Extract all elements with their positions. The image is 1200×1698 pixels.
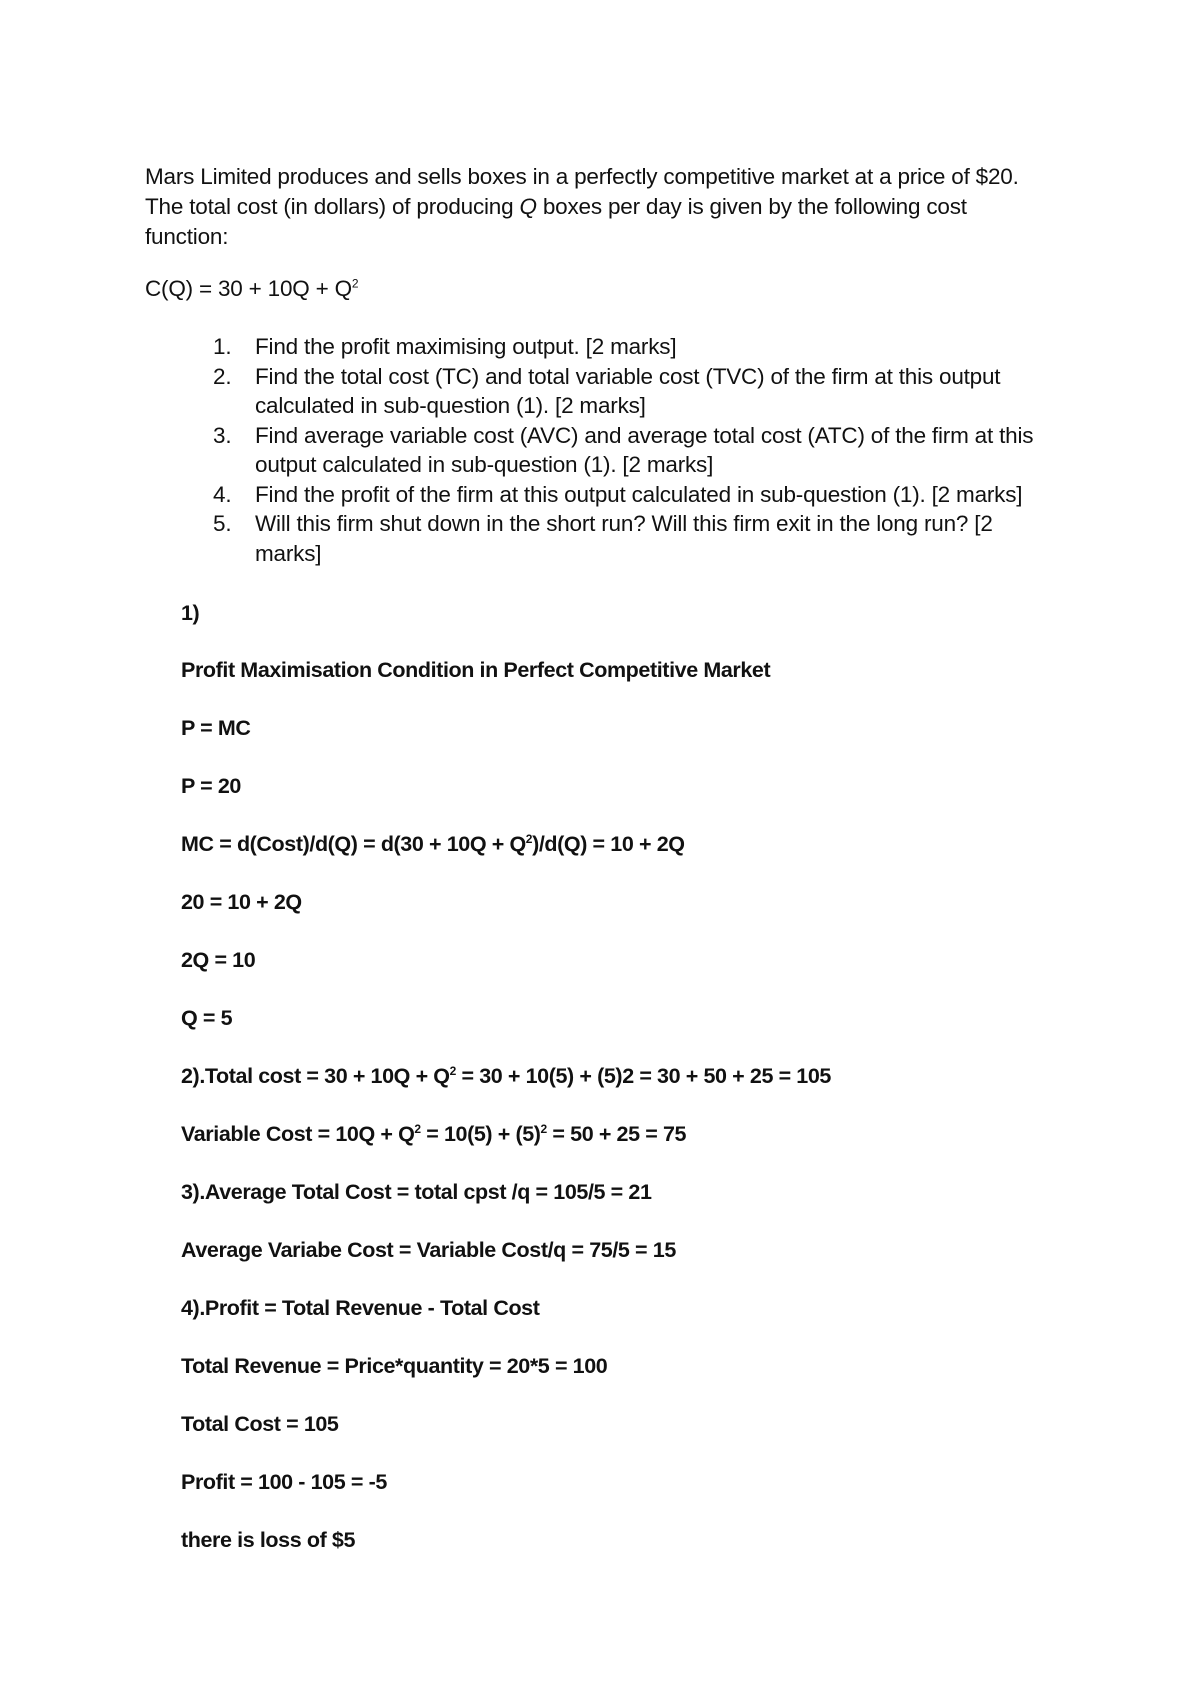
variable-q: Q bbox=[519, 194, 537, 219]
answer-line: 2Q = 10 bbox=[181, 948, 256, 972]
question-item bbox=[213, 480, 1063, 510]
question-item bbox=[213, 362, 1063, 421]
question-list bbox=[213, 332, 1063, 568]
answer-text: 2).Total cost = 30 + 10Q + Q bbox=[181, 1064, 450, 1088]
answer-2-total-cost bbox=[181, 1062, 831, 1090]
formula-exponent: 2 bbox=[351, 276, 359, 291]
answer-line: P = MC bbox=[181, 716, 251, 740]
answer-exponent: 2 bbox=[449, 1063, 456, 1078]
answer-exponent: 2 bbox=[525, 831, 533, 846]
answer-exponent: 2 bbox=[414, 1121, 421, 1136]
question-text: Will this firm shut down in the short run? Will this firm exit in the long run? [2 marks] bbox=[255, 511, 993, 566]
answer-1-title: Profit Maximisation Condition in Perfect Competitive Market bbox=[181, 658, 771, 682]
question-item bbox=[213, 332, 1063, 362]
answer-text: = 30 + 10(5) + (5)2 = 30 + 50 + 25 = 105 bbox=[455, 1064, 831, 1088]
question-text: Find the total cost (TC) and total variable cost (TVC) of the firm at this output calculated in sub-question (1). [2 marks] bbox=[255, 363, 1001, 418]
question-text: Find the profit of the firm at this output calculated in sub-question (1). [2 marks] bbox=[255, 481, 1023, 507]
answer-1-heading: 1) bbox=[181, 601, 200, 625]
intro-line-2 bbox=[145, 192, 1065, 222]
question-number: 1. bbox=[213, 334, 232, 359]
answer-4-total-revenue: Total Revenue = Price*quantity = 20*5 = 100 bbox=[181, 1354, 608, 1378]
question-item bbox=[213, 509, 1063, 568]
intro-text: boxes per day is given by the following cost bbox=[536, 194, 967, 219]
intro-line-1: Mars Limited produces and sells boxes in a perfectly competitive market at a price of $20. bbox=[145, 164, 1019, 189]
answer-3-atc: 3).Average Total Cost = total cpst /q = 105/5 = 21 bbox=[181, 1180, 652, 1204]
answer-4-profit-definition: 4).Profit = Total Revenue - Total Cost bbox=[181, 1296, 540, 1320]
answer-4-loss: there is loss of $5 bbox=[181, 1528, 356, 1552]
intro-line-3: function: bbox=[145, 224, 229, 249]
answer-text: MC = d(Cost)/d(Q) = d(30 + 10Q + Q bbox=[181, 832, 526, 856]
intro-text: The total cost (in dollars) of producing bbox=[145, 194, 520, 219]
question-number: 2. bbox=[213, 363, 232, 389]
question-number: 4. bbox=[213, 481, 232, 507]
answer-text: = 50 + 25 = 75 bbox=[546, 1122, 687, 1146]
question-number: 3. bbox=[213, 422, 232, 448]
question-text: Find the profit maximising output. [2 marks] bbox=[255, 334, 677, 359]
answer-exponent: 2 bbox=[540, 1121, 547, 1136]
answer-3-avc: Average Variabe Cost = Variable Cost/q = 75/5 = 15 bbox=[181, 1238, 676, 1262]
question-item bbox=[213, 421, 1063, 480]
answer-4-profit: Profit = 100 - 105 = -5 bbox=[181, 1470, 387, 1494]
question-number: 5. bbox=[213, 511, 232, 536]
answer-text: )/d(Q) = 10 + 2Q bbox=[532, 832, 685, 856]
answer-text: Variable Cost = 10Q + Q bbox=[181, 1122, 415, 1146]
cost-function bbox=[145, 274, 358, 304]
problem-statement bbox=[145, 162, 1065, 252]
formula-text: C(Q) = 30 + 10Q + Q bbox=[145, 276, 352, 301]
answer-line-mc bbox=[181, 830, 685, 858]
answer-text: = 10(5) + (5) bbox=[420, 1122, 541, 1146]
answer-line: P = 20 bbox=[181, 774, 241, 798]
answer-line: 20 = 10 + 2Q bbox=[181, 890, 302, 914]
answer-2-variable-cost bbox=[181, 1120, 686, 1148]
answer-line: Q = 5 bbox=[181, 1006, 233, 1030]
question-text: Find average variable cost (AVC) and average total cost (ATC) of the firm at this output calculated in sub-question (1). [2 marks] bbox=[255, 422, 1034, 477]
answer-4-total-cost: Total Cost = 105 bbox=[181, 1412, 339, 1436]
